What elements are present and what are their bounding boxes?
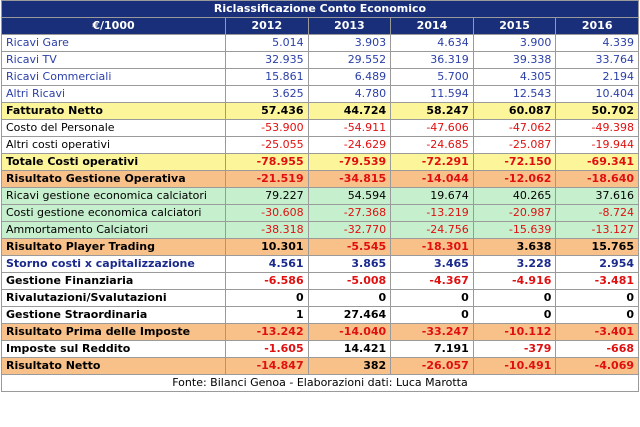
- row-label: Imposte sul Reddito: [2, 341, 226, 358]
- value-cell-2015: -10.112: [473, 324, 556, 341]
- row-label: Ricavi gestione economica calciatori: [2, 188, 226, 205]
- value-cell-2015: 3.900: [473, 35, 556, 52]
- value-cell-2014: -4.367: [391, 273, 474, 290]
- row-ricavi-gestione-calciatori: [2, 188, 639, 205]
- value-cell-2013: -24.629: [308, 137, 391, 154]
- value-cell-2012: -14.847: [226, 358, 309, 375]
- value-cell-2013: -79.539: [308, 154, 391, 171]
- value-cell-2013: 3.903: [308, 35, 391, 52]
- row-label: Altri costi operativi: [2, 137, 226, 154]
- value-cell-2015: 60.087: [473, 103, 556, 120]
- value-cell-2014: -33.247: [391, 324, 474, 341]
- unit-header: €/1000: [2, 18, 226, 35]
- row-label: Costo del Personale: [2, 120, 226, 137]
- value-cell-2013: 382: [308, 358, 391, 375]
- table-body: [2, 35, 639, 375]
- value-cell-2015: -12.062: [473, 171, 556, 188]
- value-cell-2013: 27.464: [308, 307, 391, 324]
- row-gestione-finanziaria: [2, 273, 639, 290]
- row-fatturato-netto: [2, 103, 639, 120]
- row-label: Ricavi TV: [2, 52, 226, 69]
- value-cell-2012: -13.242: [226, 324, 309, 341]
- row-risultato-prima-imposte: [2, 324, 639, 341]
- value-cell-2016: -19.944: [556, 137, 639, 154]
- row-label: Totale Costi operativi: [2, 154, 226, 171]
- value-cell-2016: -8.724: [556, 205, 639, 222]
- row-label: Ricavi Commerciali: [2, 69, 226, 86]
- value-cell-2014: -72.291: [391, 154, 474, 171]
- value-cell-2016: -3.481: [556, 273, 639, 290]
- conto-economico-table: [1, 0, 639, 392]
- row-risultato-gestione-operativa: [2, 171, 639, 188]
- value-cell-2012: -6.586: [226, 273, 309, 290]
- row-costo-personale: [2, 120, 639, 137]
- value-cell-2015: -379: [473, 341, 556, 358]
- value-cell-2014: 3.465: [391, 256, 474, 273]
- value-cell-2014: 5.700: [391, 69, 474, 86]
- header-row: [2, 18, 639, 35]
- value-cell-2012: -53.900: [226, 120, 309, 137]
- value-cell-2015: 0: [473, 307, 556, 324]
- year-header-2013: 2013: [308, 18, 391, 35]
- value-cell-2014: -13.219: [391, 205, 474, 222]
- value-cell-2012: -78.955: [226, 154, 309, 171]
- value-cell-2012: 1: [226, 307, 309, 324]
- value-cell-2015: 4.305: [473, 69, 556, 86]
- value-cell-2013: 4.780: [308, 86, 391, 103]
- value-cell-2014: -47.606: [391, 120, 474, 137]
- value-cell-2013: -14.040: [308, 324, 391, 341]
- row-ammortamento-calciatori: [2, 222, 639, 239]
- value-cell-2013: 54.594: [308, 188, 391, 205]
- value-cell-2016: -4.069: [556, 358, 639, 375]
- value-cell-2012: 32.935: [226, 52, 309, 69]
- value-cell-2016: 0: [556, 290, 639, 307]
- value-cell-2013: 29.552: [308, 52, 391, 69]
- value-cell-2012: 79.227: [226, 188, 309, 205]
- row-label: Rivalutazioni/Svalutazioni: [2, 290, 226, 307]
- value-cell-2016: 2.954: [556, 256, 639, 273]
- row-rivalutazioni: [2, 290, 639, 307]
- row-gestione-straordinaria: [2, 307, 639, 324]
- value-cell-2016: 10.404: [556, 86, 639, 103]
- value-cell-2014: 4.634: [391, 35, 474, 52]
- row-risultato-netto: [2, 358, 639, 375]
- value-cell-2013: -5.545: [308, 239, 391, 256]
- year-header-2016: 2016: [556, 18, 639, 35]
- row-ricavi-gare: [2, 35, 639, 52]
- value-cell-2015: -20.987: [473, 205, 556, 222]
- value-cell-2016: 2.194: [556, 69, 639, 86]
- year-header-2015: 2015: [473, 18, 556, 35]
- value-cell-2015: 40.265: [473, 188, 556, 205]
- value-cell-2013: -32.770: [308, 222, 391, 239]
- value-cell-2013: -34.815: [308, 171, 391, 188]
- value-cell-2016: 15.765: [556, 239, 639, 256]
- value-cell-2016: 4.339: [556, 35, 639, 52]
- value-cell-2015: -10.491: [473, 358, 556, 375]
- value-cell-2016: -668: [556, 341, 639, 358]
- value-cell-2012: 3.625: [226, 86, 309, 103]
- value-cell-2012: -38.318: [226, 222, 309, 239]
- value-cell-2013: 6.489: [308, 69, 391, 86]
- row-label: Altri Ricavi: [2, 86, 226, 103]
- value-cell-2013: 14.421: [308, 341, 391, 358]
- year-header-2012: 2012: [226, 18, 309, 35]
- value-cell-2012: 15.861: [226, 69, 309, 86]
- value-cell-2014: 0: [391, 307, 474, 324]
- value-cell-2016: 0: [556, 307, 639, 324]
- row-label: Costi gestione economica calciatori: [2, 205, 226, 222]
- row-label: Ammortamento Calciatori: [2, 222, 226, 239]
- value-cell-2012: 10.301: [226, 239, 309, 256]
- value-cell-2013: -27.368: [308, 205, 391, 222]
- row-altri-ricavi: [2, 86, 639, 103]
- row-label: Risultato Gestione Operativa: [2, 171, 226, 188]
- value-cell-2016: 33.764: [556, 52, 639, 69]
- value-cell-2012: 4.561: [226, 256, 309, 273]
- value-cell-2015: 12.543: [473, 86, 556, 103]
- value-cell-2015: -72.150: [473, 154, 556, 171]
- row-risultato-player-trading: [2, 239, 639, 256]
- value-cell-2012: 0: [226, 290, 309, 307]
- table-title: Riclassificazione Conto Economico: [2, 1, 639, 18]
- row-label: Fatturato Netto: [2, 103, 226, 120]
- value-cell-2013: 3.865: [308, 256, 391, 273]
- row-label: Storno costi x capitalizzazione: [2, 256, 226, 273]
- value-cell-2012: -30.608: [226, 205, 309, 222]
- value-cell-2016: 50.702: [556, 103, 639, 120]
- value-cell-2015: 0: [473, 290, 556, 307]
- value-cell-2014: 58.247: [391, 103, 474, 120]
- value-cell-2012: -1.605: [226, 341, 309, 358]
- row-label: Risultato Prima delle Imposte: [2, 324, 226, 341]
- value-cell-2013: 44.724: [308, 103, 391, 120]
- value-cell-2014: -24.685: [391, 137, 474, 154]
- row-ricavi-commerciali: [2, 69, 639, 86]
- value-cell-2014: -14.044: [391, 171, 474, 188]
- row-label: Gestione Straordinaria: [2, 307, 226, 324]
- value-cell-2014: 36.319: [391, 52, 474, 69]
- value-cell-2013: -5.008: [308, 273, 391, 290]
- row-label: Risultato Netto: [2, 358, 226, 375]
- value-cell-2015: -47.062: [473, 120, 556, 137]
- value-cell-2015: 3.638: [473, 239, 556, 256]
- row-altri-costi-operativi: [2, 137, 639, 154]
- year-header-2014: 2014: [391, 18, 474, 35]
- row-storno-costi: [2, 256, 639, 273]
- value-cell-2012: 5.014: [226, 35, 309, 52]
- row-label: Ricavi Gare: [2, 35, 226, 52]
- value-cell-2014: 11.594: [391, 86, 474, 103]
- value-cell-2015: -4.916: [473, 273, 556, 290]
- value-cell-2012: -21.519: [226, 171, 309, 188]
- row-imposte-reddito: [2, 341, 639, 358]
- value-cell-2013: -54.911: [308, 120, 391, 137]
- value-cell-2015: -25.087: [473, 137, 556, 154]
- value-cell-2015: 39.338: [473, 52, 556, 69]
- row-costi-gestione-calciatori: [2, 205, 639, 222]
- value-cell-2012: 57.436: [226, 103, 309, 120]
- value-cell-2016: -13.127: [556, 222, 639, 239]
- value-cell-2013: 0: [308, 290, 391, 307]
- value-cell-2014: -24.756: [391, 222, 474, 239]
- value-cell-2016: 37.616: [556, 188, 639, 205]
- value-cell-2012: -25.055: [226, 137, 309, 154]
- value-cell-2014: 7.191: [391, 341, 474, 358]
- value-cell-2014: 0: [391, 290, 474, 307]
- value-cell-2016: -49.398: [556, 120, 639, 137]
- value-cell-2014: -18.301: [391, 239, 474, 256]
- row-ricavi-tv: [2, 52, 639, 69]
- value-cell-2014: -26.057: [391, 358, 474, 375]
- value-cell-2016: -69.341: [556, 154, 639, 171]
- source-footer: Fonte: Bilanci Genoa - Elaborazioni dati: Luca Marotta: [2, 375, 639, 392]
- row-label: Gestione Finanziaria: [2, 273, 226, 290]
- value-cell-2016: -3.401: [556, 324, 639, 341]
- row-totale-costi-operativi: [2, 154, 639, 171]
- value-cell-2016: -18.640: [556, 171, 639, 188]
- value-cell-2015: -15.639: [473, 222, 556, 239]
- row-label: Risultato Player Trading: [2, 239, 226, 256]
- value-cell-2014: 19.674: [391, 188, 474, 205]
- value-cell-2015: 3.228: [473, 256, 556, 273]
